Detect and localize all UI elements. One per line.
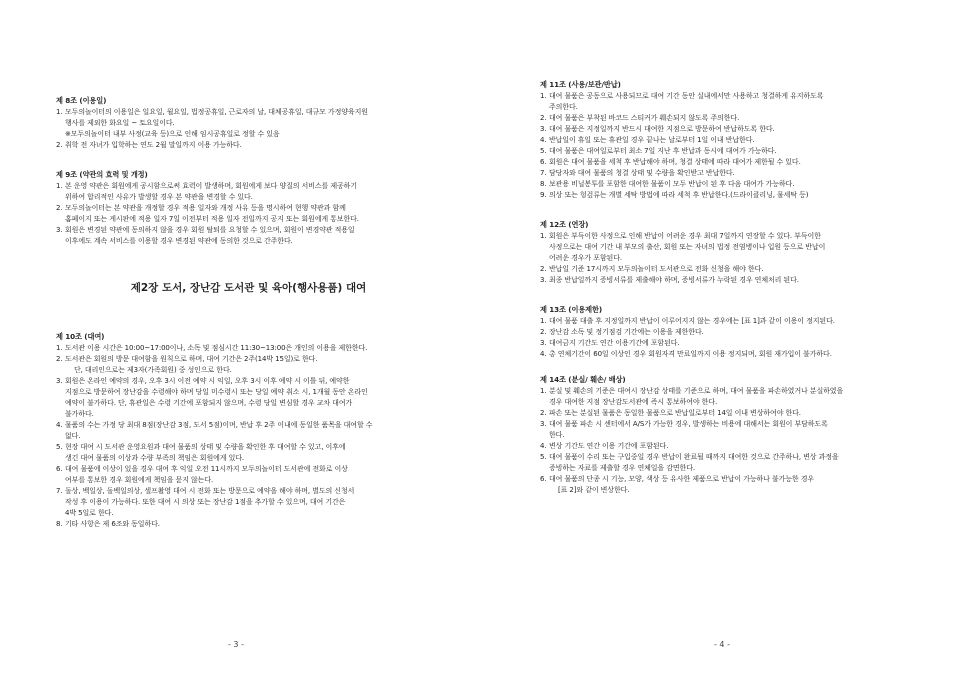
item-text <box>65 464 441 486</box>
item-text <box>65 486 441 519</box>
item-number: 4. <box>56 421 63 429</box>
item-number: 4. <box>540 442 547 450</box>
article-12 <box>540 219 905 286</box>
item-text <box>549 474 905 496</box>
list-item <box>540 327 905 338</box>
text-line: 행사를 제외한 화요일 ~ 토요일이다. <box>65 119 175 127</box>
left-column <box>56 95 441 530</box>
item-text <box>65 107 441 140</box>
item-number: 3. <box>540 125 547 133</box>
list-item <box>56 225 441 247</box>
text-line: 도서관 이용 시간은 10:00~17:00이나, 소독 및 점심시간 11:30~13:00은 개인의 이용을 제한한다. <box>65 344 368 352</box>
list-item <box>540 124 905 135</box>
item-number: 3. <box>540 276 547 284</box>
item-number: 1. <box>56 344 63 352</box>
list-item <box>56 354 441 376</box>
item-number: 1. <box>540 317 547 325</box>
item-number: 8. <box>56 520 63 528</box>
item-text <box>65 343 441 354</box>
item-text: 보관용 비닐봉투를 포함한 대여한 물품이 모두 반납이 된 후 다음 대여가 가능하다. <box>549 180 795 188</box>
list-item <box>56 464 441 486</box>
list-item <box>56 343 441 354</box>
item-text <box>65 181 441 203</box>
item-text <box>549 452 905 474</box>
item-text: 대여 물품은 지정일까지 반드시 대여한 지점으로 방문하여 반납하도록 한다. <box>549 125 775 133</box>
item-number: 2. <box>540 328 547 336</box>
list-item <box>56 181 441 203</box>
list-item <box>56 107 441 140</box>
item-text <box>65 203 441 225</box>
item-number: 1. <box>540 387 547 395</box>
item-text <box>549 419 905 441</box>
item-number: 1. <box>56 108 63 116</box>
item-number: 6. <box>540 158 547 166</box>
item-number: 2. <box>56 141 63 149</box>
list-item <box>540 264 905 275</box>
item-number: 1. <box>540 92 547 100</box>
list-item <box>56 519 441 530</box>
item-number: 4. <box>540 136 547 144</box>
text-line: 대여 물품은 공동으로 사용되므로 대여 기간 동안 실내에서만 사용하고 청결하게 유지하도록 <box>549 92 824 100</box>
text-line: 이후에도 계속 서비스를 이용할 경우 변경된 약관에 동의한 것으로 간주한다. <box>65 237 293 245</box>
list-item <box>540 179 905 190</box>
right-column <box>540 79 905 496</box>
text-line: 돌상, 백일상, 돌백일의상, 셀프촬영 대여 시 전화 또는 방문으로 예약을 해야 하며, 별도의 신청서 <box>65 487 355 495</box>
article-title: 제 10조 (대여) <box>56 332 105 341</box>
list-item <box>540 338 905 349</box>
item-text: 반납일 기준 17시까지 모두의놀이터 도서관으로 전화 신청을 해야 한다. <box>549 265 764 273</box>
text-line: 증빙하는 자료를 제출할 경우 연체일을 감면한다. <box>549 464 695 472</box>
item-text: 장난감 소독 및 정기점검 기간에는 이용을 제한한다. <box>549 328 704 336</box>
item-text: 파손 또는 분실된 물품은 동일한 물품으로 반납일로부터 14일 이내 변상하여야 한다. <box>549 409 801 417</box>
item-text <box>65 420 441 442</box>
list-item <box>540 408 905 419</box>
item-text <box>549 386 905 408</box>
text-line: 한다. <box>549 431 565 439</box>
item-text <box>549 91 905 113</box>
item-number: 9. <box>540 191 547 199</box>
list-item <box>56 376 441 420</box>
list-item <box>540 419 905 441</box>
list-item <box>56 140 441 151</box>
item-text: 담당자와 대여 물품의 청결 상태 및 수량을 확인받고 반납한다. <box>549 169 735 177</box>
item-text: 회원은 대여 물품을 세척 후 반납해야 하며, 청결 상태에 따라 대여가 제한될 수 있다. <box>549 158 801 166</box>
text-line: 본 운영 약관은 회원에게 공시함으로써 효력이 발생하며, 회원에게 보다 양질의 서비스를 제공하기 <box>65 182 357 190</box>
text-line: 홈페이지 또는 게시판에 적용 일자 7일 이전부터 적용 일자 전일까지 공지 또는 회원에게 통보한다. <box>65 215 359 223</box>
item-text: 대여 물품은 부착된 바코드 스티커가 훼손되지 않도록 주의한다. <box>549 114 740 122</box>
article-14 <box>540 374 905 496</box>
item-text: 반납일이 휴일 또는 휴관일 경우 끝나는 날로부터 1일 이내 반납한다. <box>549 136 755 144</box>
list-item <box>56 203 441 225</box>
text-line: 없다. <box>65 432 81 440</box>
item-text: 최종 반납일까지 증빙서류를 제출해야 하며, 증빙서류가 누락된 경우 연체처리 된다. <box>549 276 799 284</box>
text-line: 대여 물품에 이상이 있을 경우 대여 후 익일 오전 11시까지 모두의놀이터 도서관에 전화로 이상 <box>65 465 348 473</box>
item-number: 6. <box>56 465 63 473</box>
article-title: 제 13조 (이용제한) <box>540 305 603 314</box>
list-item <box>56 486 441 519</box>
text-line: 대여 물품의 단종 시 기능, 모양, 색상 등 유사한 제품으로 반납이 가능하나 불가능한 경우 <box>549 475 815 483</box>
item-text: 대여 물품은 대여일로부터 최소 7일 지난 후 반납과 동시에 대여가 가능하다. <box>549 147 777 155</box>
text-line: 회원은 온라인 예약의 경우, 오후 3시 이전 예약 시 익일, 오후 3시 이후 예약 시 이틀 뒤, 예약한 <box>65 377 350 385</box>
list-item <box>540 349 905 360</box>
item-number: 1. <box>56 182 63 190</box>
text-line: 분실 및 훼손의 기준은 대여시 장난감 상태를 기준으로 하며, 대여 물품을 파손하였거나 분실하였을 <box>549 387 844 395</box>
text-line: 생긴 대여 물품의 이상과 수량 부족의 책임은 회원에게 있다. <box>65 454 245 462</box>
page-number: - 3 - <box>228 640 244 649</box>
list-item <box>540 190 905 201</box>
article-title: 제 12조 (연장) <box>540 220 589 229</box>
list-item <box>540 231 905 264</box>
article-13 <box>540 304 905 360</box>
list-item <box>540 316 905 327</box>
item-number: 2. <box>56 204 63 212</box>
item-number: 3. <box>540 420 547 428</box>
list-item <box>540 474 905 496</box>
item-number: 2. <box>56 355 63 363</box>
list-item <box>540 275 905 286</box>
list-item <box>56 420 441 442</box>
item-number: 1. <box>540 232 547 240</box>
page-number: - 4 - <box>714 640 730 649</box>
item-text <box>65 519 441 530</box>
text-line: 기타 사항은 제 6조와 동일하다. <box>65 520 160 528</box>
right-page <box>483 0 966 683</box>
item-number: 3. <box>56 226 63 234</box>
article-title: 제 14조 (분실/ 훼손/ 배상) <box>540 375 626 384</box>
text-line: 4박 5일로 한다. <box>65 509 114 517</box>
list-item <box>540 452 905 474</box>
list-item <box>540 386 905 408</box>
text-line: 모두의놀이터의 이용일은 일요일, 월요일, 법정공휴일, 근로자의 날, 대체공휴일, 대규모 가정양육지원 <box>65 108 368 116</box>
chapter-heading: 제2장 도서, 장난감 도서관 및 육아(행사용품) 대여 <box>130 282 367 294</box>
list-item <box>540 157 905 168</box>
text-line: 주의한다. <box>549 103 578 111</box>
item-number: 2. <box>540 409 547 417</box>
text-line: 위하여 합리적인 사유가 발생할 경우 본 약관을 변경할 수 있다. <box>65 193 253 201</box>
text-line: ※모두의놀이터 내부 사정(교육 등)으로 인해 임시공휴일로 정할 수 있음 <box>65 130 280 138</box>
article-11 <box>540 79 905 201</box>
item-number: 5. <box>540 147 547 155</box>
list-item <box>540 441 905 452</box>
article-10 <box>56 331 441 530</box>
item-text: 의상 또는 헝겊류는 개별 세탁 방법에 따라 세척 후 반납한다.(드라이클리닝, 물세탁 등) <box>549 191 809 199</box>
text-line: 대여 물품 파손 시 센터에서 A/S가 가능한 경우, 발생하는 비용에 대해서는 회원이 부담하도록 <box>549 420 828 428</box>
item-text: 총 연체기간이 60일 이상인 경우 회원자격 만료일까지 이용 정지되며, 회원 재가입이 불가하다. <box>549 350 832 358</box>
text-line: 예약이 불가하다. 단, 휴관일은 수령 기간에 포함되지 않으며, 수령 당일 변심할 경우 교차 대여가 <box>65 399 353 407</box>
text-line: 어려운 경우가 포함된다. <box>549 254 622 262</box>
text-line: 회원은 변경된 약관에 동의하지 않을 경우 회원 탈퇴를 요청할 수 있으며, 회원이 변경약관 적용일 <box>65 226 355 234</box>
item-number: 5. <box>56 443 63 451</box>
text-line: 취학 전 자녀가 입학하는 연도 2월 말일까지 이용 가능하다. <box>65 141 242 149</box>
article-8 <box>56 95 441 151</box>
item-text <box>65 376 441 420</box>
text-line: [표 2]와 같이 변상한다. <box>558 486 630 494</box>
item-text <box>65 140 441 151</box>
item-number: 7. <box>56 487 63 495</box>
item-text <box>65 354 441 376</box>
text-line: 단, 대리인으로는 제3자(가족회원) 중 성인으로 한다. <box>74 366 232 374</box>
list-item <box>540 113 905 124</box>
item-number: 8. <box>540 180 547 188</box>
text-line: 여부를 통보한 경우 회원에게 책임을 묻지 않는다. <box>65 476 214 484</box>
list-item <box>56 442 441 464</box>
item-number: 2. <box>540 114 547 122</box>
item-number: 4. <box>540 350 547 358</box>
item-number: 3. <box>540 339 547 347</box>
article-title: 제 11조 (사용/보관/반납) <box>540 80 621 89</box>
text-line: 물품의 수는 가정 당 최대 8점(장난감 3점, 도서 5점)이며, 반납 후 2주 이내에 동일한 품목을 대여할 수 <box>65 421 373 429</box>
item-number: 5. <box>540 453 547 461</box>
text-line: 대여 물품이 수리 또는 구입중일 경우 반납이 완료될 때까지 대여한 것으로 간주하나, 변상 과정을 <box>549 453 839 461</box>
item-text <box>65 225 441 247</box>
article-title: 제 9조 (약관의 효력 및 개정) <box>56 170 148 179</box>
item-number: 2. <box>540 265 547 273</box>
text-line: 불가하다. <box>65 410 94 418</box>
article-9 <box>56 169 441 247</box>
text-line: 회원은 부득이한 사정으로 인해 반납이 어려운 경우 최대 7일까지 연장할 수 있다. 부득이한 <box>549 232 821 240</box>
item-text: 대여 물품 대출 후 지정일까지 반납이 이루어지지 않는 경우에는 [표 1]과 같이 이용이 정지된다. <box>549 317 835 325</box>
list-item <box>540 168 905 179</box>
item-text: 변상 기간도 연간 이용 기간에 포함된다. <box>549 442 669 450</box>
item-number: 6. <box>540 475 547 483</box>
article-title: 제 8조 (이용일) <box>56 96 107 105</box>
list-item <box>540 91 905 113</box>
text-line: 현장 대여 시 도서관 운영요원과 대여 물품의 상태 및 수량을 확인한 후 대여할 수 있고, 이후에 <box>65 443 346 451</box>
item-text <box>65 442 441 464</box>
text-line: 도서관은 회원의 방문 대여함을 원칙으로 하며, 대여 기간은 2주(14박 15일)로 한다. <box>65 355 318 363</box>
list-item <box>540 135 905 146</box>
item-number: 7. <box>540 169 547 177</box>
text-line: 사정으로는 대여 기간 내 부모의 출산, 회원 또는 자녀의 법정 전염병이나 입원 등으로 반납이 <box>549 243 826 251</box>
text-line: 작성 후 이용이 가능하다. 또한 대여 시 의상 또는 장난감 1점을 추가할 수 있으며, 대여 기간은 <box>65 498 346 506</box>
text-line: 경우 대여한 지점 장난감도서관에 즉시 통보하여야 한다. <box>549 398 718 406</box>
item-text: 대여금지 기간도 연간 이용기간에 포함된다. <box>549 339 680 347</box>
item-number: 3. <box>56 377 63 385</box>
list-item <box>540 146 905 157</box>
text-line: 지점으로 방문하여 장난감을 수령해야 하며 당일 미수령시 또는 당일 예약 취소 시, 1개월 동안 온라인 <box>65 388 368 396</box>
text-line: 모두의놀이터는 본 약관을 개정할 경우 적용 일자와 개정 사유 등을 명시하여 현행 약관과 함께 <box>65 204 346 212</box>
item-text <box>549 231 905 264</box>
